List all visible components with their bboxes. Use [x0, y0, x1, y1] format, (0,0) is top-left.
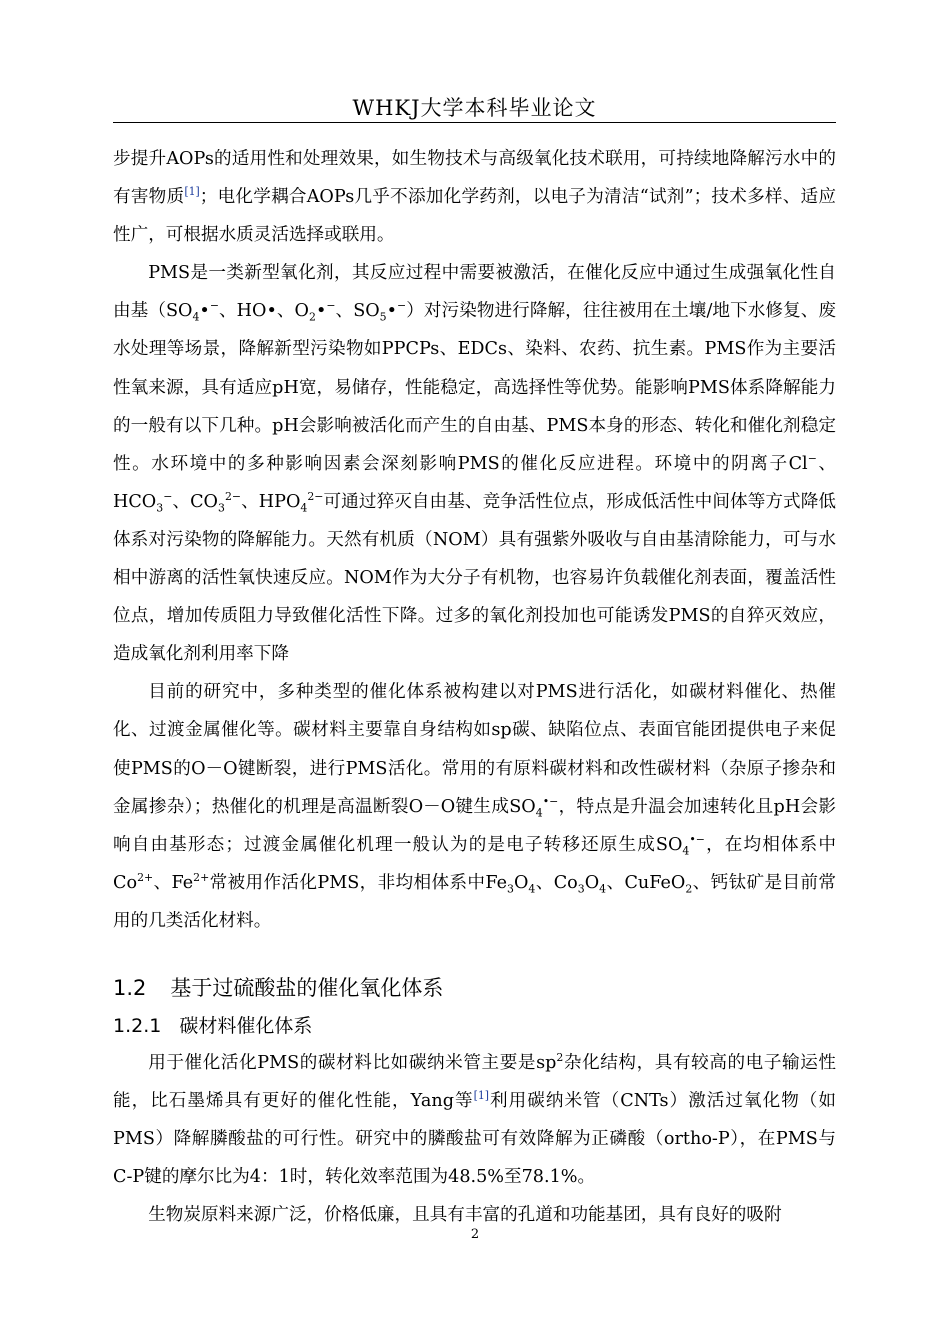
subscript: 4: [528, 882, 536, 896]
text-run: 利用碳纳米管（CNTs）激活过氧化物（如PMS）降解膦酸盐的可行性。研究中的膦酸盐可有效降解为正磷酸（ortho-P），在PMS与C-P键的摩尔比为4：1时，转化效率范围为48.5%至78.1%。: [113, 1091, 837, 1188]
page-number: 2: [470, 1227, 480, 1242]
text-run: 常被用作活化PMS，非均相体系中Fe: [209, 872, 508, 893]
section-title: 基于过硫酸盐的催化氧化体系: [170, 976, 444, 1000]
body-text-2: [113, 1044, 836, 1234]
subscript: 2: [308, 310, 316, 324]
header-rule: [113, 122, 836, 123]
superscript: •−: [542, 794, 559, 808]
subscript: 4: [599, 882, 607, 896]
superscript: •−: [689, 832, 705, 846]
text-run: 、HO•、O: [218, 301, 309, 322]
subsection-number: 1.2.1: [113, 1015, 162, 1037]
subsection-title: 碳材料催化体系: [179, 1015, 313, 1037]
text-run: O: [584, 872, 600, 893]
superscript: 2: [556, 1051, 564, 1065]
text-run: ，在均相体系中Co: [113, 834, 836, 893]
superscript: 2−: [307, 489, 324, 503]
superscript: −: [209, 299, 219, 313]
superscript: 2+: [193, 870, 210, 884]
radical-dot: •: [386, 301, 398, 322]
text-run: 可通过猝灭自由基、竞争活性位点，形成低活性中间体等方式降低体系对污染物的降解能力。天然有机质（NOM）具有强紫外吸收与自由基清除能力，可与水相中游离的活性氧快速反应。NOM作为大分子有机物，也容易许负载催化剂表面，覆盖活性位点，增加传质阻力导致催化活性下降。过多的氧化剂投加也可能诱发PMS的自猝灭效应，造成氧化剂利用率下降: [113, 491, 837, 665]
subscript: 3: [217, 501, 225, 515]
subscript: 4: [682, 844, 690, 858]
text-run: 、CuFeO: [606, 872, 686, 893]
text-run: 目前的研究中，多种类型的催化体系被构建以对PMS进行活化，如碳材料催化、热催化、过渡金属催化等。碳材料主要靠自身结构如sp碳、缺陷位点、表面官能团提供电子来促使PMS的O－O键断裂，进行PMS活化。常用的有原料碳材料和改性碳材料（杂原子掺杂和金属掺杂）；热催化的机理是高温断裂O－O键生成SO: [113, 682, 836, 817]
text-run: 杂化结构，具有较高的电子输运性能，比石墨烯具有更好的催化性能，Yang等: [113, 1053, 836, 1112]
subscript: 4: [300, 501, 308, 515]
subscript: 4: [535, 806, 543, 820]
subscript: 5: [379, 310, 387, 324]
text-run: 、Fe: [153, 872, 194, 893]
paragraph-1: [113, 140, 836, 254]
superscript: −: [807, 451, 817, 465]
subscript: 3: [507, 882, 514, 896]
paragraph-4: [113, 1044, 836, 1196]
text-run: ）对污染物进行降解，往往被用在土壤/地下水修复、废水处理等场景，降解新型污染物如PPCPs、EDCs、染料、农药、抗生素。PMS作为主要活性氧来源，具有适应pH宽，易储存，性能稳定，高选择性等优势。能影响PMS体系降解能力的一般有以下几种。pH会影响被活化而产生的自由基、PMS本身的形态、转化和催化剂稳定性。水环境中的多种影响因素会深刻影响PMS的催化反应进程。环境中的阴离子Cl: [113, 301, 836, 474]
text-run: 步提升AOPs的适用性和处理效果，如生物技术与高级氧化技术联用，可持续地降解污水中的有害物质: [113, 149, 836, 208]
text-run: PMS是一类新型氧化剂，其反应过程中需要被激活，在催化反应中通过生成强氧化性自由基（SO: [113, 263, 836, 322]
radical-dot: •: [315, 301, 327, 322]
text-run: 生物炭原料来源广泛，价格低廉，且具有丰富的孔道和功能基团，具有良好的吸附: [148, 1205, 782, 1226]
radical-dot: •: [199, 301, 210, 322]
text-run: 、HCO: [113, 453, 836, 512]
subscript: 3: [156, 501, 164, 515]
text-run: 、CO: [172, 491, 218, 512]
body-text: [113, 140, 836, 940]
text-run: O: [513, 872, 529, 893]
text-run: 、钙钛矿是目前常用的几类活化材料。: [113, 872, 836, 931]
text-run: 用于催化活化PMS的碳材料比如碳纳米管主要是sp: [148, 1053, 557, 1073]
superscript: −: [163, 489, 173, 503]
superscript: 2−: [224, 489, 242, 503]
paragraph-3: [113, 673, 836, 940]
section-number: 1.2: [113, 976, 147, 1000]
superscript: 2+: [137, 870, 154, 884]
subsection-heading: [113, 1011, 312, 1038]
section-heading: [113, 972, 443, 1002]
subscript: 2: [685, 882, 693, 896]
text-run: 、SO: [335, 301, 380, 322]
text-run: ，特点是升温会加速转化且pH会影响自由基形态；过渡金属催化机理一般认为的是电子转移还原生成SO: [113, 796, 836, 855]
citation-link[interactable]: [1]: [473, 1089, 490, 1103]
running-header: WHKJ大学本科毕业论文: [352, 96, 597, 120]
text-run: 、HPO: [241, 491, 301, 512]
subscript: 4: [192, 310, 200, 324]
citation-link[interactable]: [1]: [184, 185, 200, 199]
subscript: 3: [577, 882, 585, 896]
superscript: −: [397, 299, 407, 313]
superscript: −: [326, 299, 336, 313]
text-run: 、Co: [535, 872, 578, 893]
text-run: ；电化学耦合AOPs几乎不添加化学药剂，以电子为清洁“试剂”；技术多样、适应性广，可根据水质灵活选择或联用。: [113, 187, 836, 246]
paragraph-2: [113, 254, 836, 673]
